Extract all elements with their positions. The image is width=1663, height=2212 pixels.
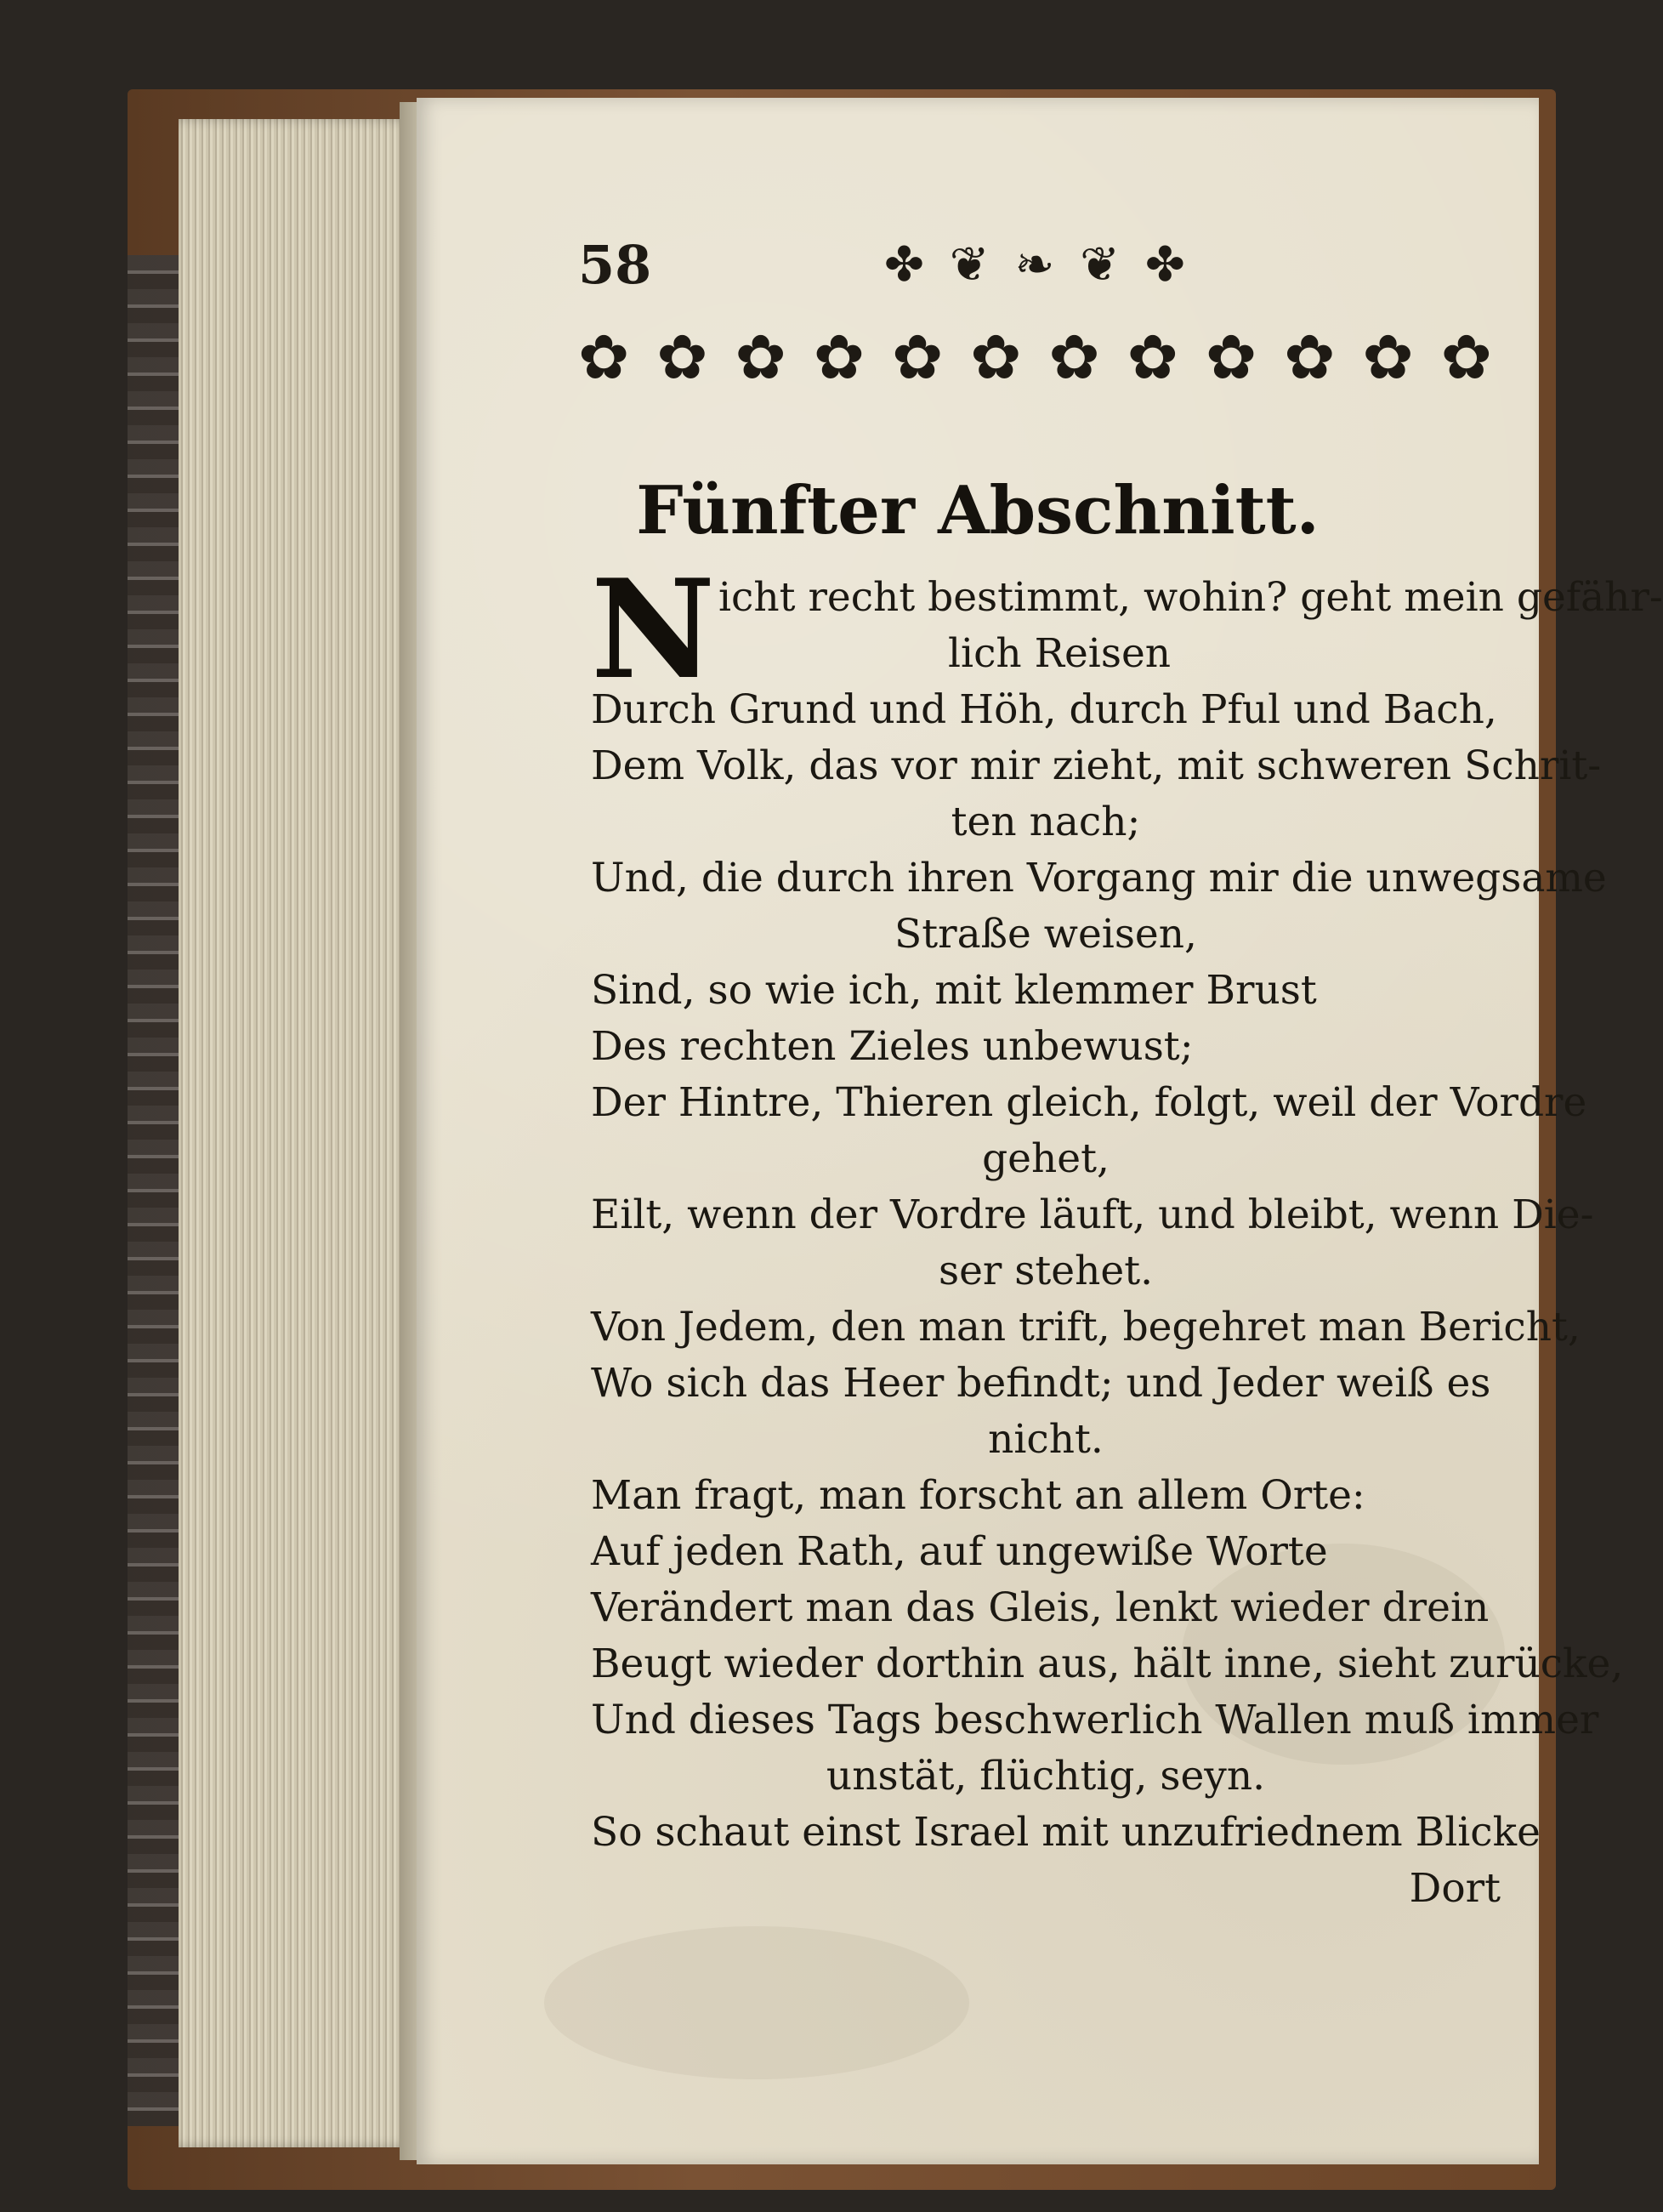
verse-line: Durch Grund und Höh, durch Pful und Bach,: [591, 686, 1497, 733]
rosette-ornament: ✿: [1362, 321, 1414, 393]
page-edges: [179, 119, 417, 2147]
verse-line: Sind, so wie ich, mit klemmer Brust: [591, 967, 1317, 1014]
rosette-ornament: ✿: [578, 321, 630, 393]
rosette-ornament: ✿: [813, 321, 866, 393]
verse-line: Auf jeden Rath, auf ungewiße Worte: [591, 1528, 1328, 1575]
verse-line: Verändert man das Gleis, lenkt wieder drein: [591, 1584, 1490, 1631]
verse-line: Des rechten Zieles unbewust;: [591, 1023, 1194, 1070]
verse-line: Und, die durch ihren Vorgang mir die unwegsame: [591, 855, 1607, 901]
verse-line: Eilt, wenn der Vordre läuft, und bleibt, wenn Die-: [591, 1191, 1594, 1238]
rosette-ornament: ✿: [1205, 321, 1257, 393]
header-ornament: ✤ ❦ ❧ ❦ ✤: [884, 237, 1190, 293]
catchword: Dort: [1409, 1865, 1501, 1912]
verse-line: Wo sich das Heer befindt; und Jeder weiß es: [591, 1360, 1491, 1407]
verse-line: nicht.: [988, 1416, 1104, 1463]
verse-line: Von Jedem, den man trift, begehret man Bericht,: [591, 1304, 1581, 1351]
rosette-ornament: ✿: [656, 321, 708, 393]
rosette-ornament: ✿: [1440, 321, 1492, 393]
book-page: [417, 98, 1663, 2164]
rosette-ornament: ✿: [1127, 321, 1178, 393]
rosette-ornament: ✿: [1048, 321, 1100, 393]
paper-stain: [544, 1926, 969, 2079]
page-number: 58: [578, 234, 652, 296]
page-header: [578, 234, 1428, 302]
verse-line: Dem Volk, das vor mir zieht, mit schweren Schrit-: [591, 742, 1602, 789]
rosette-ornament: ✿: [891, 321, 944, 393]
section-title: Fünfter Abschnitt.: [636, 472, 1320, 549]
rosette-ornament: ✿: [1284, 321, 1336, 393]
verse-line: ten nach;: [951, 799, 1141, 845]
verse-line: Beugt wieder dorthin aus, hält inne, sieht zurücke,: [591, 1641, 1624, 1687]
ornament-band: [578, 319, 1492, 395]
verse-line: icht recht bestimmt, wohin? geht mein gefähr-: [718, 574, 1663, 621]
verse-line: ser stehet.: [938, 1248, 1154, 1294]
verse-line: So schaut einst Israel mit unzufriednem Blicke: [591, 1809, 1541, 1856]
poem-text: [591, 549, 1663, 1917]
drop-cap: N: [591, 549, 716, 709]
verse-line: Man fragt, man forscht an allem Orte:: [591, 1472, 1365, 1519]
verse-line: Straße weisen,: [894, 911, 1197, 958]
rosette-ornament: ✿: [970, 321, 1022, 393]
verse-line: lich Reisen: [948, 630, 1172, 677]
verse-line: Und dieses Tags beschwerlich Wallen muß immer: [591, 1697, 1599, 1743]
verse-line: Der Hintre, Thieren gleich, folgt, weil der Vordre: [591, 1079, 1587, 1126]
verse-line: gehet,: [982, 1135, 1110, 1182]
verse-line: unstät, flüchtig, seyn.: [826, 1753, 1266, 1800]
rosette-ornament: ✿: [735, 321, 786, 393]
